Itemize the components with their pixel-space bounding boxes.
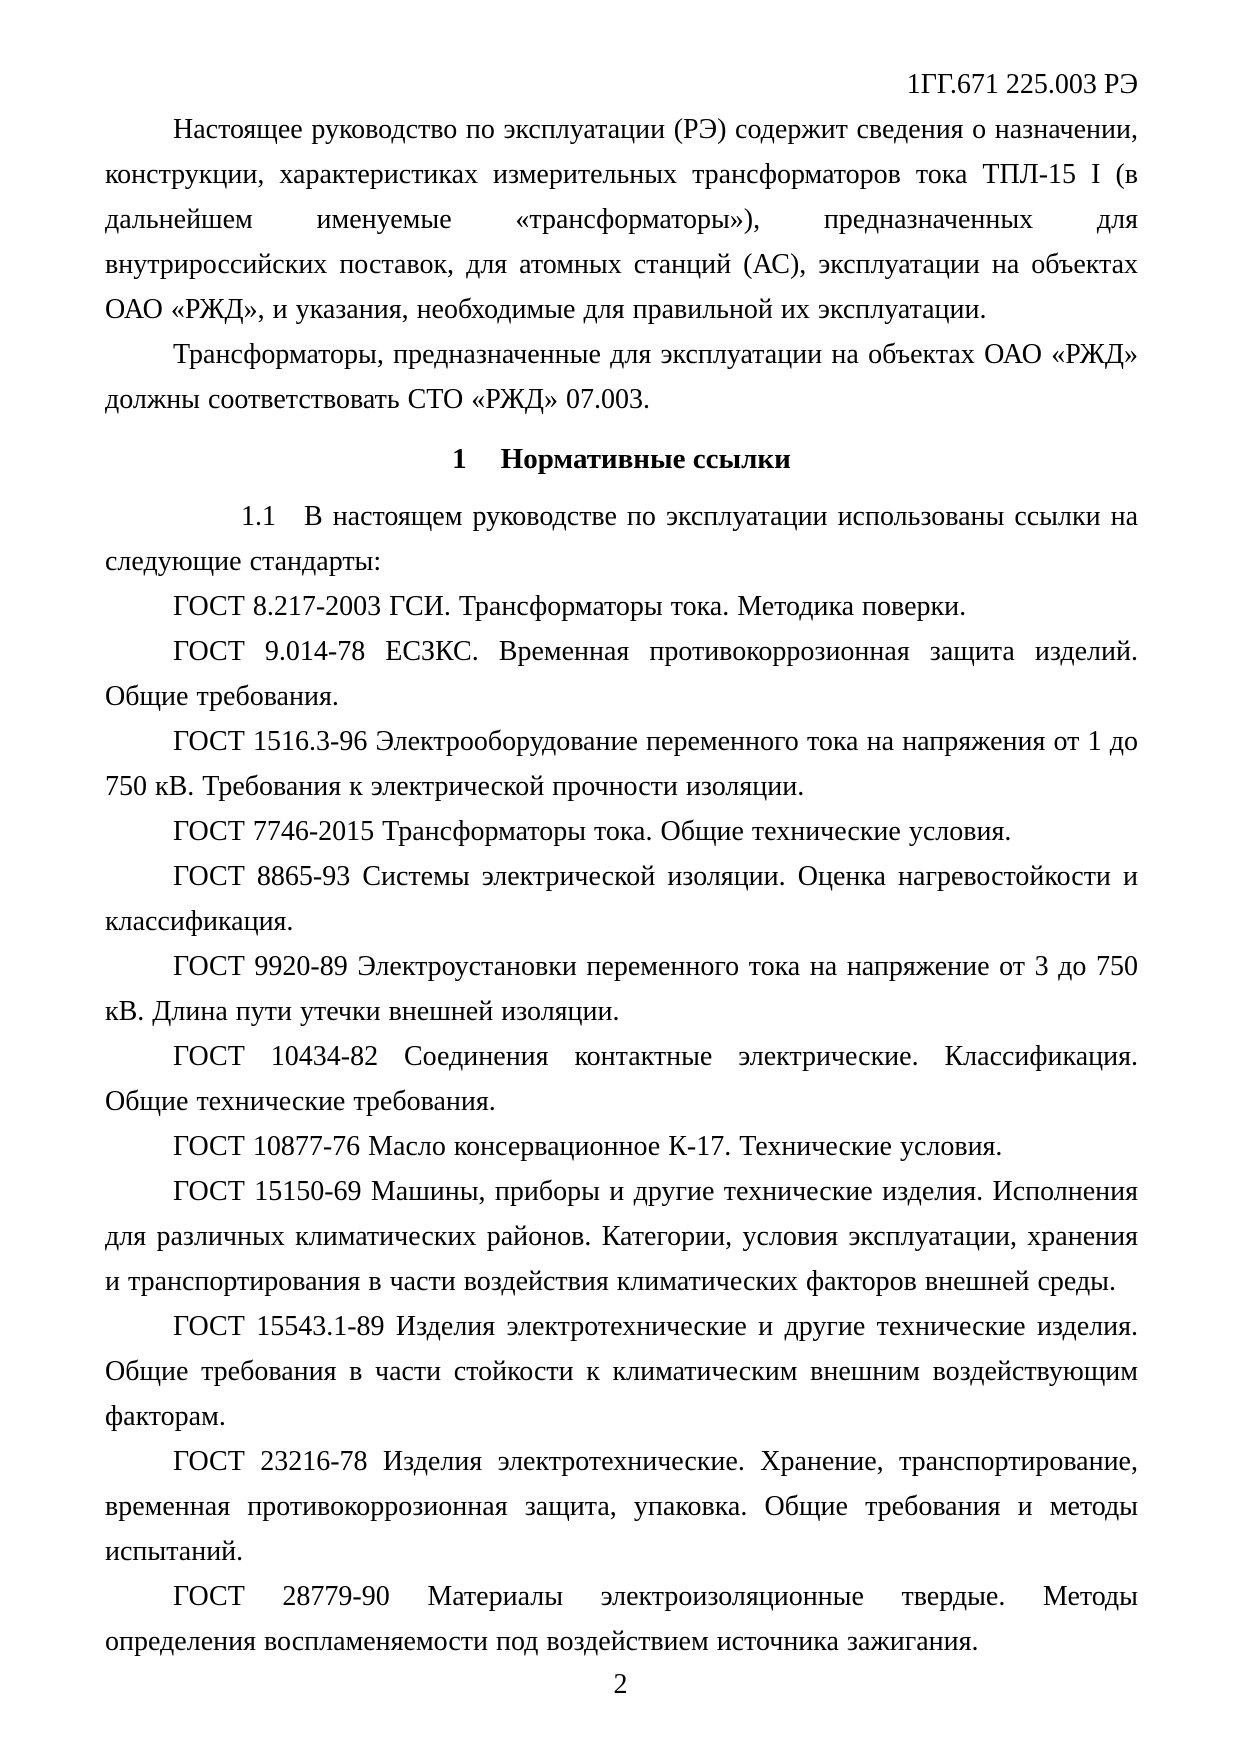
intro-paragraph: Трансформаторы, предназначенные для эксплуатации на объектах ОАО «РЖД» должны соответствовать СТО «РЖД» 07.003.: [105, 339, 1138, 415]
clause-text: В настоящем руководстве по эксплуатации использованы ссылки на следующие стандарты:: [105, 501, 1138, 577]
section-heading: [105, 437, 1138, 482]
page-content: [105, 62, 1138, 1664]
page-number: 2: [613, 1669, 628, 1700]
clause-paragraph: [105, 494, 1138, 584]
section-title: Нормативные ссылки: [500, 443, 791, 475]
document-code-header: 1ГГ.671 225.003 РЭ: [906, 69, 1138, 100]
standard-item: ГОСТ 8.217-2003 ГСИ. Трансформаторы тока. Методика поверки.: [173, 591, 967, 622]
standard-item: ГОСТ 8865-93 Системы электрической изоляции. Оценка нагревостойкости и классификация.: [105, 861, 1138, 937]
clause-number: 1.1: [241, 501, 276, 532]
standard-item: ГОСТ 9920-89 Электроустановки переменного тока на напряжение от 3 до 750 кВ. Длина пути утечки внешней изоляции.: [105, 951, 1138, 1027]
standard-item: ГОСТ 10434-82 Соединения контактные электрические. Классификация. Общие технические требования.: [105, 1041, 1138, 1117]
standard-item: ГОСТ 1516.3-96 Электрооборудование переменного тока на напряжения от 1 до 750 кВ. Требования к электрической прочности изоляции.: [105, 726, 1138, 802]
standard-item: ГОСТ 15543.1-89 Изделия электротехнические и другие технические изделия. Общие требования в части стойкости к климатическим внешним воздействующим факторам.: [105, 1311, 1138, 1432]
standard-item: ГОСТ 28779-90 Материалы электроизоляционные твердые. Методы определения воспламеняемости под воздействием источника зажигания.: [105, 1581, 1138, 1657]
intro-paragraph: Настоящее руководство по эксплуатации (РЭ) содержит сведения о назначении, конструкции, характеристиках измерительных трансформаторов тока ТПЛ-15 I (в дальнейшем именуемые «трансформаторы»), предназначенных для внутрироссийских поставок, для атомных станций (АС), эксплуатации на объектах ОАО «РЖД», и указания, необходимые для правильной их эксплуатации.: [105, 114, 1138, 325]
standard-item: ГОСТ 7746-2015 Трансформаторы тока. Общие технические условия.: [173, 816, 1012, 847]
standard-item: ГОСТ 23216-78 Изделия электротехнические. Хранение, транспортирование, временная противокоррозионная защита, упаковка. Общие требования и методы испытаний.: [105, 1446, 1138, 1567]
standard-item: ГОСТ 15150-69 Машины, приборы и другие технические изделия. Исполнения для различных климатических районов. Категории, условия эксплуатации, хранения и транспортирования в части воздействия климатических факторов внешней среды.: [105, 1176, 1138, 1297]
standard-item: ГОСТ 9.014-78 ЕСЗКС. Временная противокоррозионная защита изделий. Общие требования.: [105, 636, 1138, 712]
standard-item: ГОСТ 10877-76 Масло консервационное К-17. Технические условия.: [173, 1131, 1003, 1162]
section-number: 1: [452, 443, 467, 475]
